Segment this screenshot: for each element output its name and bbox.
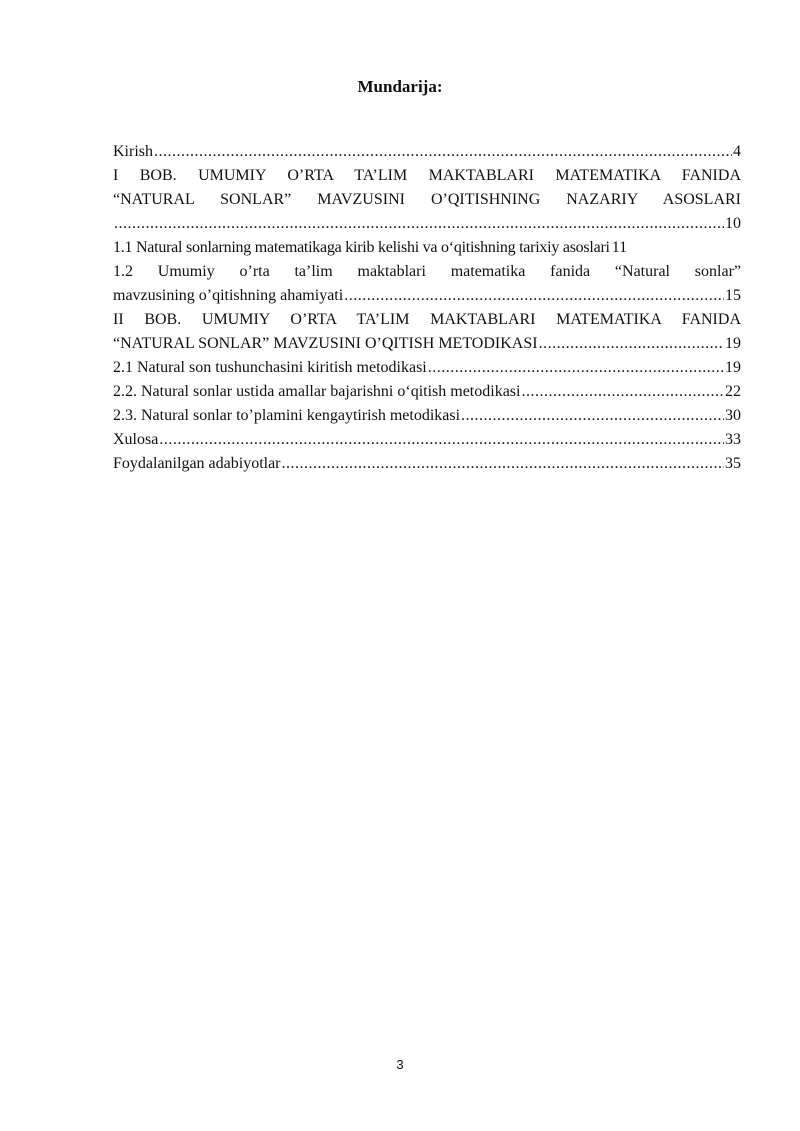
toc-entry-label: Xulosa: [113, 431, 159, 448]
toc-leader-dots: [521, 380, 724, 404]
toc-entry-section-1-1[interactable]: [113, 236, 741, 260]
toc-entry-adabiyotlar[interactable]: [113, 452, 741, 476]
toc-page-number: 22: [725, 383, 741, 400]
toc-entry-label: “NATURAL SONLAR” MAVZUSINI O’QITISH METODIKASI: [113, 335, 538, 352]
toc-entry-label-line: I BOB. UMUMIY O’RTA TA’LIM MAKTABLARI MATEMATIKA FANIDA: [113, 167, 741, 184]
toc-leader-dots: [461, 404, 724, 428]
toc-entry-chapter-2[interactable]: [113, 308, 741, 356]
toc-entry-label: 2.1 Natural son tushunchasini kiritish metodikasi: [113, 359, 427, 376]
toc-entry-xulosa[interactable]: [113, 428, 741, 452]
toc-page-number: 33: [725, 431, 741, 448]
toc-entry-chapter-1[interactable]: [113, 164, 741, 236]
page-title: Mundarija:: [357, 77, 443, 96]
toc-page-number: 15: [725, 287, 741, 304]
toc-page-number: 10: [725, 215, 741, 232]
toc-entry-kirish[interactable]: [113, 140, 741, 164]
toc-leader-dots: [114, 212, 724, 236]
toc-entry-label: Kirish: [113, 143, 153, 160]
toc-leader-dots: [159, 428, 724, 452]
toc-leader-dots: [154, 140, 732, 164]
toc-entry-label: Foydalanilgan adabiyotlar: [113, 455, 281, 472]
toc-leader-dots: [539, 332, 724, 356]
toc-page-number: 35: [725, 455, 741, 472]
toc-entry-label: mavzusining o’qitishning ahamiyati: [113, 287, 344, 304]
table-of-contents: [113, 140, 741, 476]
toc-leader-dots: [344, 284, 724, 308]
page-number: 3: [396, 1057, 404, 1072]
toc-entry-section-1-2[interactable]: [113, 260, 741, 308]
toc-entry-label-line: 1.2 Umumiy o’rta ta’lim maktablari matematika fanida “Natural sonlar”: [113, 263, 741, 280]
toc-entry-label-line: “NATURAL SONLAR” MAVZUSINI O’QITISHNING NAZARIY ASOSLARI: [113, 191, 741, 208]
toc-entry-section-2-2[interactable]: [113, 380, 741, 404]
toc-entry-label: 2.2. Natural sonlar ustida amallar bajarishni o‘qitish metodikasi: [113, 383, 521, 400]
toc-entry-label: 2.3. Natural sonlar to’plamini kengaytirish metodikasi: [113, 407, 461, 424]
toc-entry-label: 1.1 Natural sonlarning matematikaga kirib kelishi va o‘qitishning tarixiy asoslari: [113, 239, 610, 256]
toc-entry-label-line: II BOB. UMUMIY O’RTA TA’LIM MAKTABLARI MATEMATIKA FANIDA: [113, 311, 741, 328]
toc-page-number: 4: [733, 143, 741, 160]
toc-entry-section-2-1[interactable]: [113, 356, 741, 380]
toc-page-number: 30: [725, 407, 741, 424]
toc-page-number: 11: [611, 239, 628, 256]
toc-leader-dots: [282, 452, 724, 476]
toc-page-number: 19: [725, 335, 741, 352]
toc-leader-dots: [428, 356, 724, 380]
toc-page-number: 19: [725, 359, 741, 376]
toc-entry-section-2-3[interactable]: [113, 404, 741, 428]
